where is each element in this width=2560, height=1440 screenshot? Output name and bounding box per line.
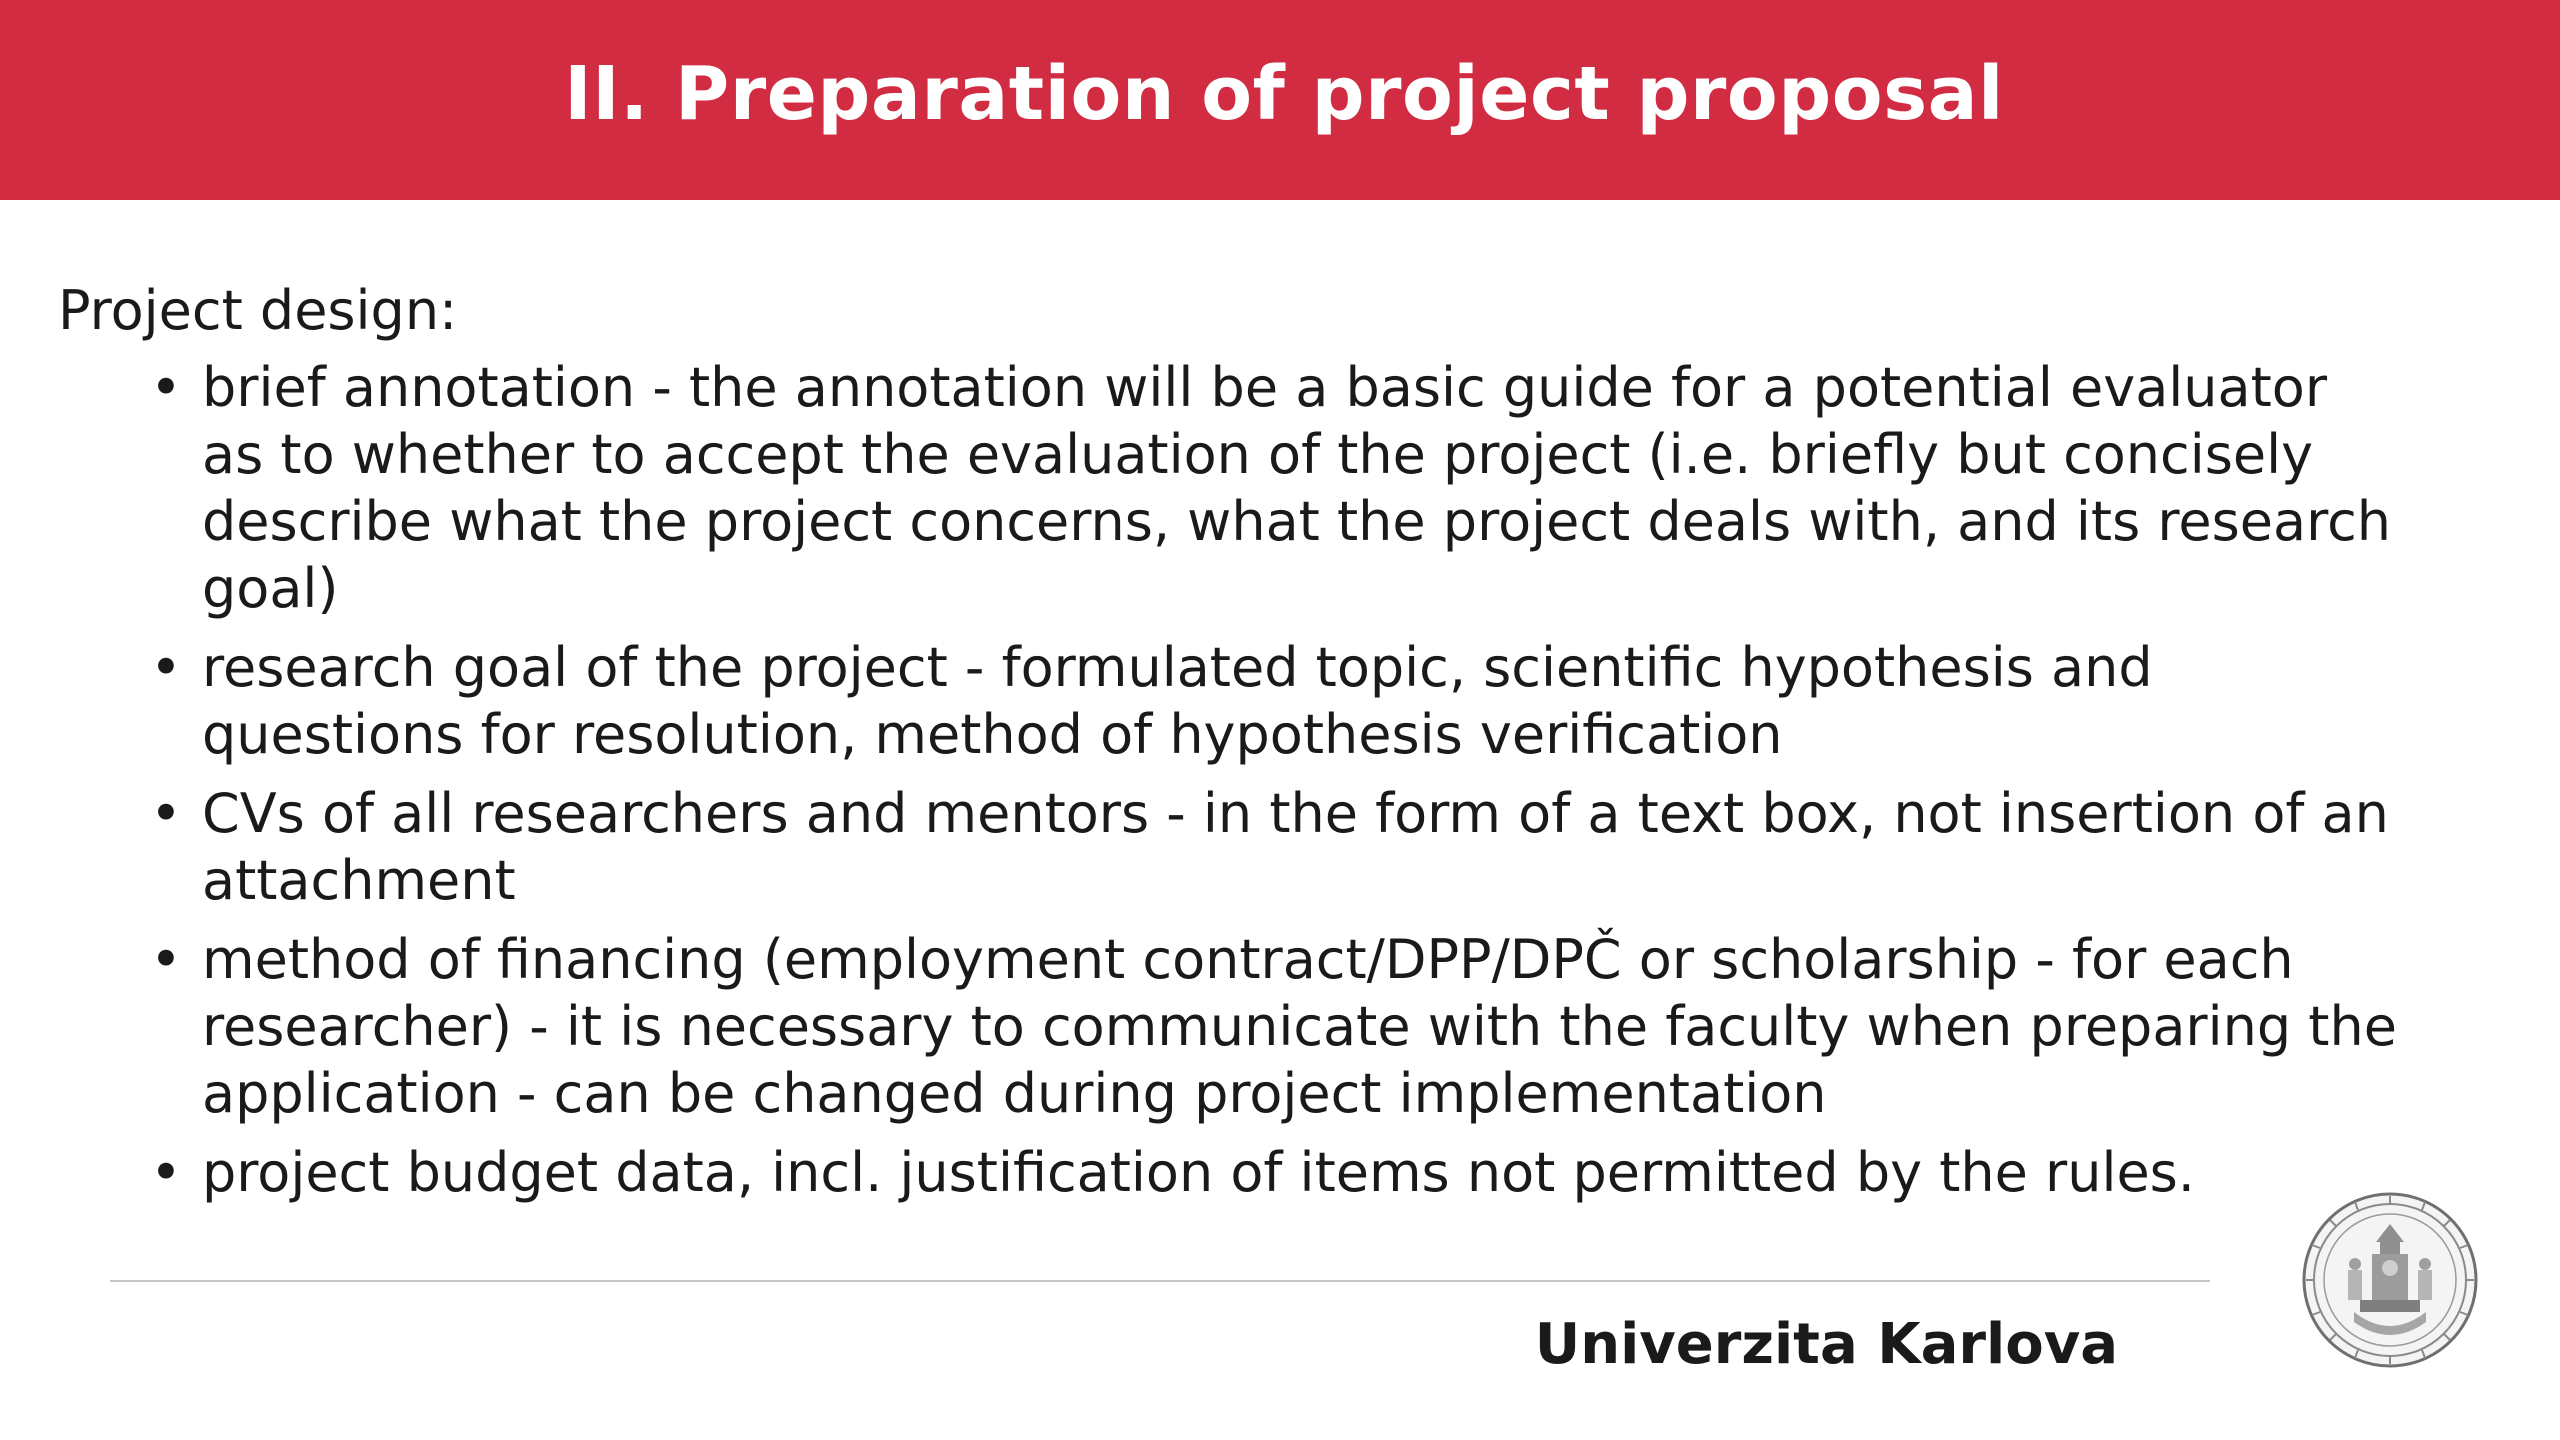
slide-content: [58, 278, 2438, 1218]
bullet-icon: •: [150, 1141, 182, 1204]
bullet-list: [58, 354, 2438, 1206]
bullet-icon: •: [150, 928, 182, 991]
university-seal-icon: [2300, 1190, 2480, 1370]
bullet-text: method of financing (employment contract/DPP/DPČ or scholarship - for each researcher) - it is necessary to communicate with the faculty when preparing the application - can be changed during project implementation: [202, 928, 2397, 1125]
bullet-text: brief annotation - the annotation will be a basic guide for a potential evaluator as to whether to accept the evaluation of the project (i.e. briefly but concisely describe what the project concerns, what the project deals with, and its research goal): [202, 356, 2392, 620]
bullet-icon: •: [150, 356, 182, 419]
bullet-text: research goal of the project - formulated topic, scientific hypothesis and questions for resolution, method of hypothesis verification: [202, 636, 2153, 766]
bullet-item: [150, 1139, 2438, 1206]
bullet-item: [150, 634, 2438, 768]
bullet-icon: •: [150, 636, 182, 699]
intro-text: Project design:: [58, 279, 458, 342]
institution-name: Univerzita Karlova: [1534, 1312, 2118, 1377]
bullet-text: CVs of all researchers and mentors - in the form of a text box, not insertion of an attachment: [202, 782, 2389, 912]
slide-title: II. Preparation of project proposal: [564, 51, 2004, 137]
footer-divider: [110, 1280, 2210, 1282]
bullet-item: [150, 780, 2438, 914]
bullet-item: [150, 354, 2438, 622]
bullet-text: project budget data, incl. justification of items not permitted by the rules.: [202, 1141, 2195, 1204]
bullet-icon: •: [150, 782, 182, 845]
title-bar: [0, 0, 2560, 200]
bullet-item: [150, 926, 2438, 1127]
